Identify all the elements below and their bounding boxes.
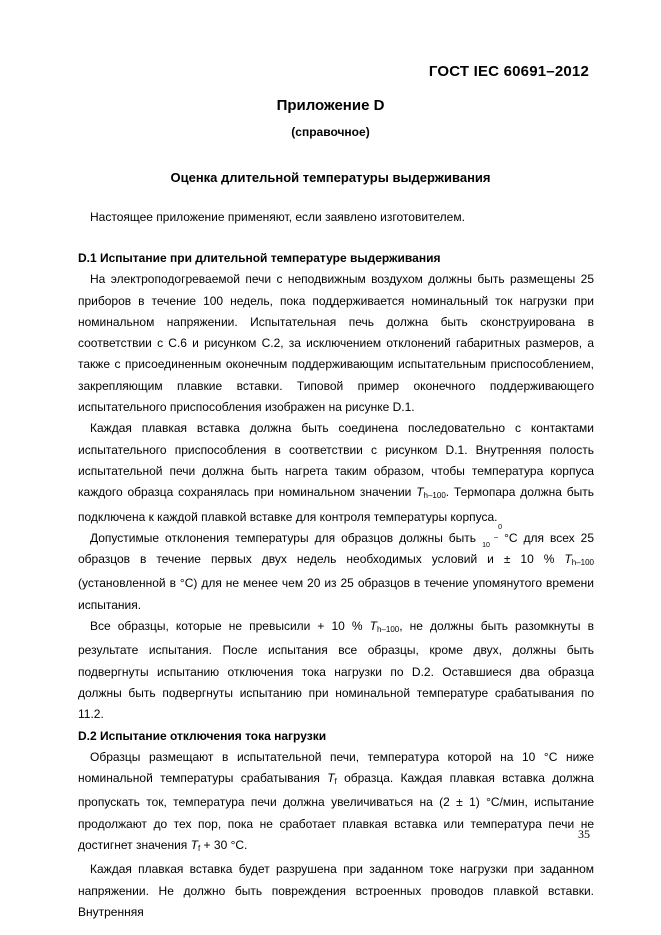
tolerance: 0 –10 bbox=[482, 523, 502, 549]
d1-paragraph-2: Каждая плавкая вставка должна быть соединена последовательно с контактами испытательного приспособления в соответствии с рисунком D.1. Внутренняя полость испытательной печи должна быть нагрета таким образом, чтобы температура корпуса каждого образца сохранялась при номинальном значении $T_{h-100}$. Термопара должна быть подключена к каждой плавкой вставке для контроля температуры корпуса. bbox=[78, 421, 594, 524]
annex-title: Приложение D bbox=[276, 97, 385, 114]
intro-block bbox=[78, 207, 594, 228]
document-title: Оценка длительной температуры выдерживания bbox=[170, 170, 491, 185]
d1-paragraph-3: Допустимые отклонения температуры для образцов должны быть 0 –10 °С для всех 25 образцов в течение первых двух недель необходимых условий и ± 10 % $T_{h-100}$ (установленной в °С) для не менее чем 20 из 25 образцов в течение упомянутого времени испытания. bbox=[78, 523, 595, 612]
d2-paragraph-1: Образцы размещают в испытательной печи, температура которой на 10 °С ниже номинальной температуры срабатывания $T_f$ образца. Каждая плавкая вставка должна пропускать ток, температура печи должна увеличиваться на (2 ± 1) °С/мин, испытание продолжают до тех пор, пока не сработает плавкая вставка или температура печи не достигнет значения $T_f + 30$ °С. bbox=[78, 749, 594, 854]
section-d2-heading: D.2 Испытание отключения тока нагрузки bbox=[78, 728, 327, 743]
main-text bbox=[78, 248, 594, 923]
symbol-t: T bbox=[416, 485, 424, 500]
section-d1-heading: D.1 Испытание при длительной температуре выдерживания bbox=[78, 251, 441, 265]
standard-number: ГОСТ IEC 60691–2012 bbox=[428, 63, 589, 80]
page-number: 35 bbox=[578, 827, 590, 841]
symbol-subscript: h–100 bbox=[423, 491, 446, 501]
d1-paragraph-1: На электроподогреваемой печи с неподвижным воздухом должны быть размещены 25 приборов в течение 100 недель, пока поддерживается номинальный ток нагрузки при номинальном напряжении. Испытательная печь должна быть сконструирована в соответствии с С.6 и рисунком С.2, за исключением отклонений габаритных размеров, а также с присоединенным оконечным поддерживающим испытательным приспособлением, закрепляющим плавкие вставки. Типовой пример оконечного поддерживающего испытательного приспособления изображен на рисунке D.1. bbox=[78, 272, 594, 415]
annex-subtitle: (справочное) bbox=[291, 125, 370, 139]
d2-paragraph-2: Каждая плавкая вставка будет разрушена при заданном токе нагрузки при заданном напряжении. Не должно быть повреждения встроенных проводов плавкой вставки. Внутренняя bbox=[78, 862, 594, 919]
intro-paragraph: Настоящее приложение применяют, если заявлено изготовителем. bbox=[90, 210, 465, 224]
d1-paragraph-4: Все образцы, которые не превысили + 10 % $T_{h-100}$, не должны быть разомкнуты в результате испытания. После испытания все образцы, кроме двух, должны быть подвергнуты испытанию отключения тока нагрузки по D.2. Оставшиеся два образца должны быть подвергнуты испытанию при номинальной температуре срабатывания по 11.2. bbox=[78, 619, 594, 722]
